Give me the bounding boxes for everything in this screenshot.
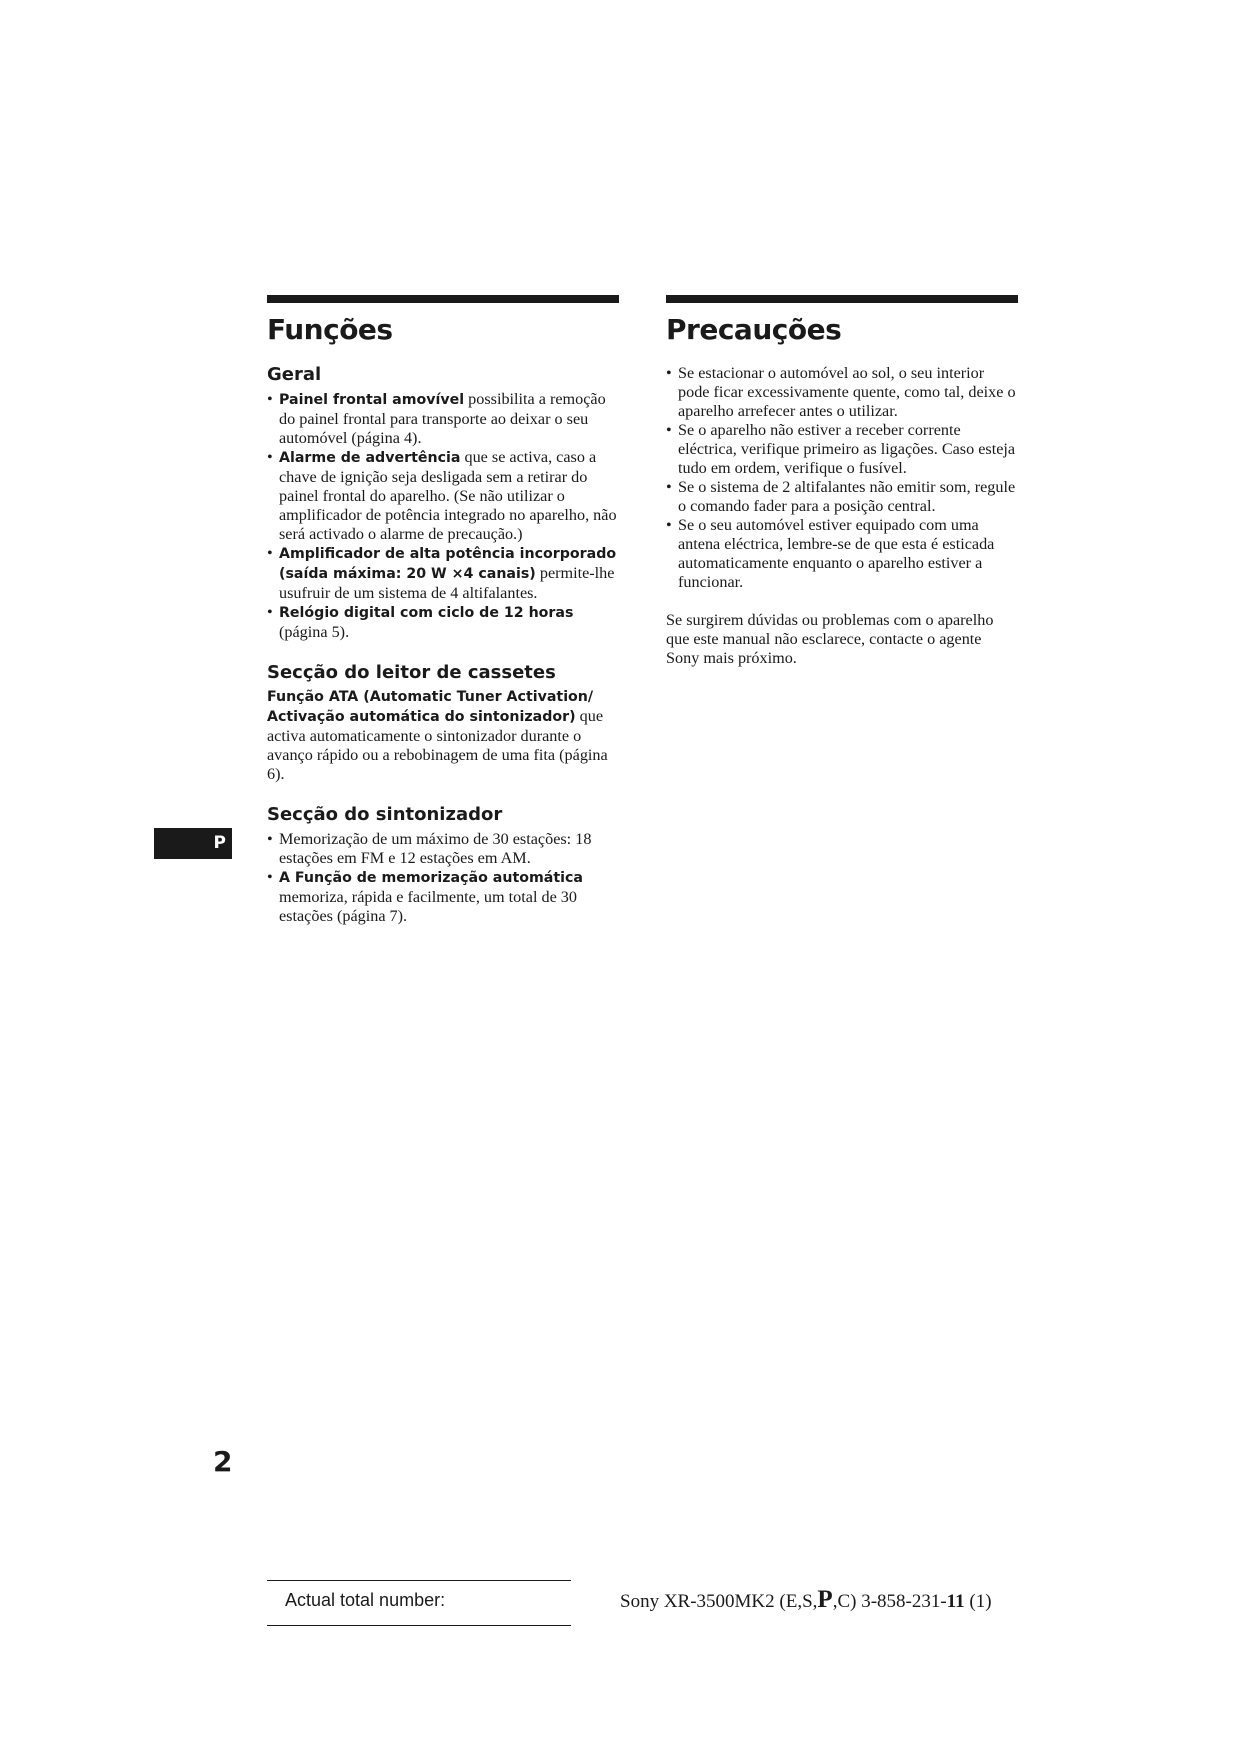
tuner-heading: Secção do sintonizador: [267, 804, 503, 826]
precautions-column: [666, 295, 1018, 668]
geral-heading: Geral: [267, 364, 322, 386]
geral-list: [267, 390, 619, 642]
precautions-paragraph: Se surgirem dúvidas ou problemas com o aparelho que este manual não esclarece, contacte o agente Sony mais próximo.: [666, 611, 994, 668]
list-item: • Memorização de um máximo de 30 estações: 18 estações em FM e 12 estações em AM.: [267, 830, 619, 868]
actual-total-label: Actual total number:: [285, 1590, 446, 1610]
list-item: • A Função de memorização automática memoriza, rápida e facilmente, um total de 30 estações (página 7).: [267, 868, 619, 926]
list-item: • Se o aparelho não estiver a receber corrente eléctrica, verifique primeiro as ligações. Caso esteja tudo em ordem, verifique o fusível.: [666, 421, 1018, 478]
model-info: Sony XR-3500MK2 (E,S,P,C) 3-858-231-11 (1): [620, 1586, 992, 1613]
tuner-list: [267, 830, 619, 926]
section-rule: [267, 295, 619, 303]
precautions-list: [666, 364, 1018, 592]
cassette-heading: Secção do leitor de cassetes: [267, 661, 556, 683]
language-tab: P: [154, 828, 232, 859]
list-item: • Se o sistema de 2 altifalantes não emitir som, regule o comando fader para a posição central.: [666, 478, 1018, 516]
list-item: • Alarme de advertência que se activa, caso a chave de ignição seja desligada sem a retirar do painel frontal do aparelho. (Se não utilizar o amplificador de potência integrado no aparelho, não será activado o alarme de precaução.): [267, 448, 619, 544]
list-item: • Relógio digital com ciclo de 12 horas (página 5).: [267, 603, 619, 642]
list-item: • Painel frontal amovível possibilita a remoção do painel frontal para transporte ao deixar o seu automóvel (página 4).: [267, 390, 619, 448]
list-item: • Amplificador de alta potência incorporado (saída máxima: 20 W ×4 canais) permite-lhe usufruir de um sistema de 4 altifalantes.: [267, 544, 619, 603]
list-item: • Se estacionar o automóvel ao sol, o seu interior pode ficar excessivamente quente, como tal, deixe o aparelho arrefecer antes o utilizar.: [666, 364, 1018, 421]
cassette-paragraph: Função ATA (Automatic Tuner Activation/ Activação automática do sintonizador) que activa automaticamente o sintonizador durante o avanço rápido ou a rebobinagem de uma fita (página 6).: [267, 689, 608, 784]
list-item: • Se o seu automóvel estiver equipado com uma antena eléctrica, lembre-se de que esta é esticada automaticamente enquanto o aparelho estiver a funcionar.: [666, 516, 1018, 592]
precautions-title: Precauções: [666, 313, 842, 346]
footer-rule-top: [267, 1580, 571, 1581]
page-number: 2: [213, 1445, 233, 1478]
footer-rule-bottom: [267, 1625, 571, 1626]
functions-column: [267, 295, 619, 926]
functions-title: Funções: [267, 313, 393, 346]
section-rule: [666, 295, 1018, 303]
